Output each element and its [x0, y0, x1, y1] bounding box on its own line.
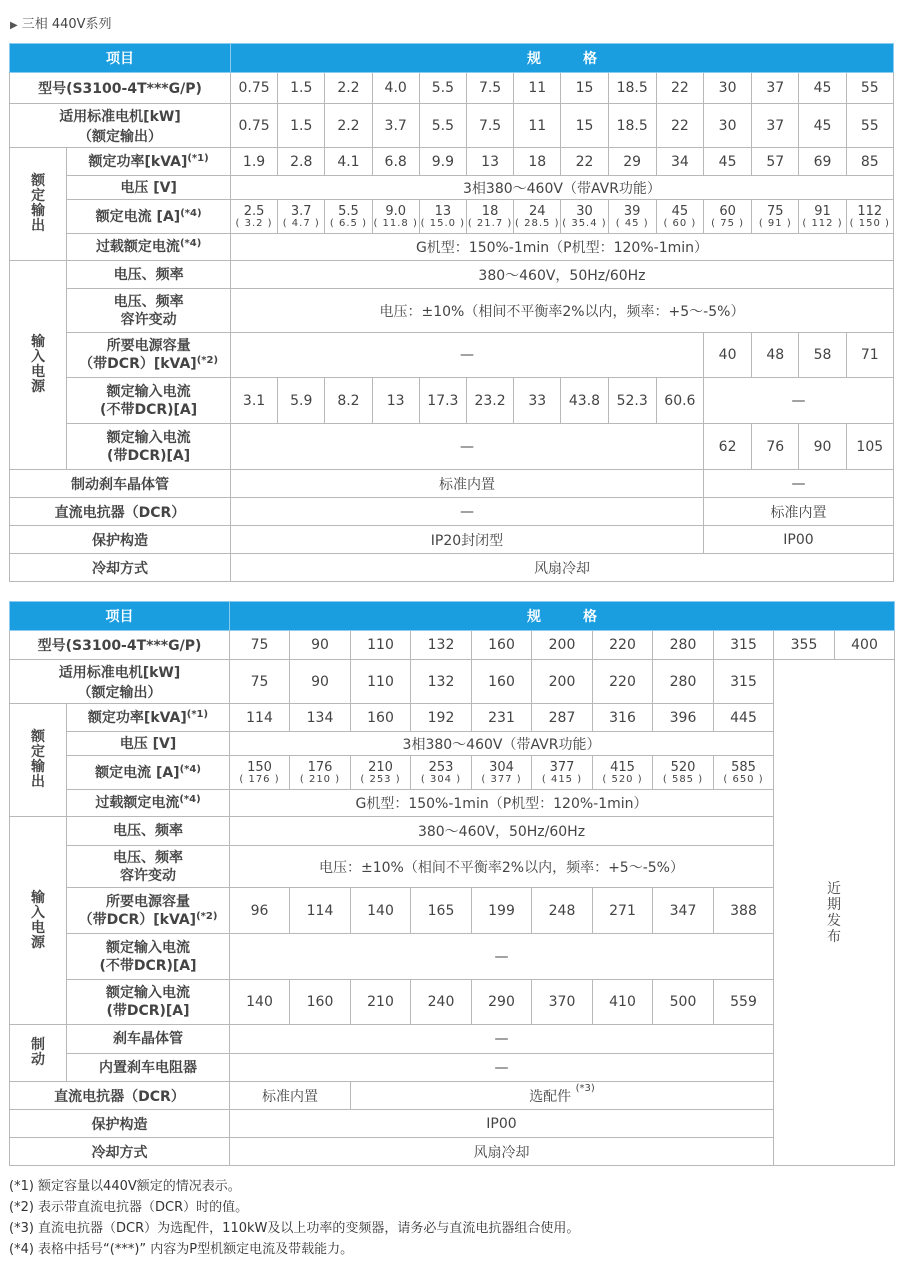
- model-row: [10, 73, 894, 104]
- dcr-cell: 290: [472, 980, 532, 1025]
- cooling-label: 冷却方式: [10, 1138, 230, 1166]
- dcr-cell: 105: [846, 424, 893, 470]
- current-cell: 150 ( 176 ): [230, 756, 290, 790]
- current-cell: 3.7 ( 4.7 ): [278, 200, 325, 234]
- spec-table-small: [9, 43, 894, 582]
- brake-res-label: 内置刹车电阻器: [67, 1054, 230, 1082]
- model-cell: 132: [411, 631, 472, 660]
- dcr-cell: 140: [230, 980, 290, 1025]
- model-label: 型号(S3100-4T***G/P): [10, 73, 231, 104]
- brake-builtin: 标准内置: [230, 470, 703, 498]
- vf-value: 380～460V，50Hz/60Hz: [230, 261, 893, 289]
- footnote: (*1) 额定容量以440V额定的情况表示。: [9, 1179, 241, 1194]
- vf-var-row: [10, 846, 895, 888]
- power-cell: 85: [846, 148, 893, 176]
- cap-cell: 114: [290, 888, 351, 934]
- motor-cell: 11: [514, 104, 561, 148]
- cap-cell: 140: [351, 888, 411, 934]
- vf-var-value: 电压：±10%（相间不平衡率2%以内，频率：+5～-5%）: [230, 289, 893, 333]
- model-cell: 11: [514, 73, 561, 104]
- power-cell: 4.1: [325, 148, 372, 176]
- motor-cell: 3.7: [372, 104, 419, 148]
- rated-power-row: [10, 704, 895, 732]
- rated-current-label: 额定电流 $[A]^{(*4)}$: [67, 756, 230, 790]
- motor-cell: 7.5: [466, 104, 513, 148]
- brake-res-row: [10, 1054, 895, 1082]
- rated-current-row: [10, 756, 895, 790]
- nodcr-dash: —: [703, 378, 893, 424]
- dcr-builtin: 标准内置: [230, 1082, 351, 1110]
- current-cell: 415 ( 520 ): [593, 756, 653, 790]
- cooling-value: 风扇冷却: [230, 554, 893, 582]
- model-cell: 5.5: [419, 73, 466, 104]
- model-cell: 0.75: [230, 73, 277, 104]
- brake-tr-dash: —: [230, 1025, 774, 1054]
- overload-row: [10, 790, 895, 817]
- vf-var-row: [10, 289, 894, 333]
- dcr-label: 直流电抗器（DCR）: [10, 1082, 230, 1110]
- nodcr-dash: —: [230, 934, 774, 980]
- current-cell: 9.0 ( 11.8 ): [372, 200, 419, 234]
- motor-cell: 220: [593, 660, 653, 704]
- brake-tr-row: [10, 1025, 895, 1054]
- model-label: 型号(S3100-4T***G/P): [10, 631, 230, 660]
- current-cell: 30 ( 35.4 ): [561, 200, 608, 234]
- model-cell: 18.5: [608, 73, 656, 104]
- footnote: (*4) 表格中括号“(***)” 内容为P型机额定电流及带载能力。: [9, 1242, 354, 1257]
- power-cell: 57: [752, 148, 799, 176]
- power-cell: 192: [411, 704, 472, 732]
- dcr-cell: 62: [703, 424, 751, 470]
- motor-cell: 280: [653, 660, 714, 704]
- model-cell: 160: [472, 631, 532, 660]
- model-cell: 1.5: [278, 73, 325, 104]
- nodcr-cell: 17.3: [419, 378, 466, 424]
- footnote: (*3) 直流电抗器（DCR）为选配件，110kW及以上功率的变频器，请务必与直流电抗器组合使用。: [9, 1221, 580, 1236]
- motor-cell: 132: [411, 660, 472, 704]
- current-cell: 13 ( 15.0 ): [419, 200, 466, 234]
- motor-cell: 90: [290, 660, 351, 704]
- input-dcr-label: 额定输入电流 (带DCR)[A]: [67, 424, 231, 470]
- voltage-value: 3相380～460V（带AVR功能）: [230, 732, 774, 756]
- dcr-dash: —: [230, 424, 703, 470]
- motor-cell: 2.2: [325, 104, 372, 148]
- capacity-dash: —: [230, 333, 703, 378]
- current-cell: 304 ( 377 ): [472, 756, 532, 790]
- rated-output-group: 额 定 输 出: [10, 148, 67, 261]
- header-spec: 规 格: [230, 44, 893, 73]
- overload-value: G机型：150%-1min（P机型：120%-1min）: [230, 234, 893, 261]
- motor-cell: 160: [472, 660, 532, 704]
- dcr-cell: 410: [593, 980, 653, 1025]
- vf-var-value: 电压：±10%（相间不平衡率2%以内，频率：+5～-5%）: [230, 846, 774, 888]
- dcr-label: 直流电抗器（DCR）: [10, 498, 231, 526]
- dcr-builtin: 标准内置: [703, 498, 893, 526]
- motor-row: [10, 660, 895, 704]
- protect-b: IP00: [703, 526, 893, 554]
- motor-row: [10, 104, 894, 148]
- brake-dash: —: [703, 470, 893, 498]
- nodcr-cell: 23.2: [466, 378, 513, 424]
- cap-cell: 71: [846, 333, 893, 378]
- power-cell: 13: [466, 148, 513, 176]
- capacity-row: [10, 888, 895, 934]
- capacity-label: 所要电源容量 （带DCR）[kVA]$^{(*2)}$: [67, 333, 231, 378]
- rated-power-row: [10, 148, 894, 176]
- input-nodcr-row: [10, 378, 894, 424]
- header-spec: 规 格: [230, 602, 895, 631]
- power-cell: 29: [608, 148, 656, 176]
- current-cell: 377 ( 415 ): [532, 756, 593, 790]
- power-cell: 396: [653, 704, 714, 732]
- cap-cell: 271: [593, 888, 653, 934]
- model-cell: 315: [714, 631, 774, 660]
- nodcr-cell: 33: [514, 378, 561, 424]
- model-cell: 22: [656, 73, 703, 104]
- power-cell: 231: [472, 704, 532, 732]
- current-cell: 253 ( 304 ): [411, 756, 472, 790]
- vf-label: 电压、频率: [67, 261, 231, 289]
- voltage-row: [10, 732, 895, 756]
- overload-label: 过载额定电流$^{(*4)}$: [67, 234, 231, 261]
- cap-cell: 40: [703, 333, 751, 378]
- brake-res-dash: —: [230, 1054, 774, 1082]
- cap-cell: 347: [653, 888, 714, 934]
- input-power-group: 输 入 电 源: [10, 817, 67, 1025]
- motor-cell: 55: [846, 104, 893, 148]
- header-row: [10, 44, 894, 73]
- cap-cell: 96: [230, 888, 290, 934]
- power-cell: 18: [514, 148, 561, 176]
- overload-value: G机型：150%-1min（P机型：120%-1min）: [230, 790, 774, 817]
- nodcr-cell: 8.2: [325, 378, 372, 424]
- rated-power-label: 额定功率[kVA]$^{(*1)}$: [67, 148, 231, 176]
- model-cell: 75: [230, 631, 290, 660]
- model-cell: 30: [703, 73, 751, 104]
- model-cell: 90: [290, 631, 351, 660]
- cap-cell: 388: [714, 888, 774, 934]
- motor-cell: 1.5: [278, 104, 325, 148]
- power-cell: 45: [703, 148, 751, 176]
- rated-output-group: 额 定 输 出: [10, 704, 67, 817]
- power-cell: 22: [561, 148, 608, 176]
- motor-cell: 22: [656, 104, 703, 148]
- motor-cell: 37: [752, 104, 799, 148]
- current-cell: 112 ( 150 ): [846, 200, 893, 234]
- coming-soon: 近 期 发 布: [774, 660, 895, 1166]
- input-dcr-label: 额定输入电流 (带DCR)[A]: [67, 980, 230, 1025]
- model-cell: 45: [799, 73, 846, 104]
- current-cell: 520 ( 585 ): [653, 756, 714, 790]
- power-cell: 9.9: [419, 148, 466, 176]
- protect-label: 保护构造: [10, 1110, 230, 1138]
- current-cell: 176 ( 210 ): [290, 756, 351, 790]
- model-cell: 110: [351, 631, 411, 660]
- dcr-optional: 选配件 $^{(*3)}$: [351, 1082, 774, 1110]
- power-cell: 114: [230, 704, 290, 732]
- vf-label: 电压、频率: [67, 817, 230, 846]
- dcr-row: [10, 1082, 895, 1110]
- model-cell: 200: [532, 631, 593, 660]
- dcr-cell: 500: [653, 980, 714, 1025]
- vf-row: [10, 261, 894, 289]
- model-cell: 4.0: [372, 73, 419, 104]
- brake-group: 制 动: [10, 1025, 67, 1082]
- model-cell: 37: [752, 73, 799, 104]
- cooling-row: [10, 554, 894, 582]
- current-cell: 39 ( 45 ): [608, 200, 656, 234]
- current-cell: 45 ( 60 ): [656, 200, 703, 234]
- input-power-group: 输 入 电 源: [10, 261, 67, 470]
- voltage-value: 3相380～460V（带AVR功能）: [230, 176, 893, 200]
- cooling-label: 冷却方式: [10, 554, 231, 582]
- motor-cell: 315: [714, 660, 774, 704]
- dcr-cell: 370: [532, 980, 593, 1025]
- dcr-cell: 559: [714, 980, 774, 1025]
- motor-cell: 75: [230, 660, 290, 704]
- model-row: [10, 631, 895, 660]
- header-row: [10, 602, 895, 631]
- spec-table-large: [9, 601, 895, 1166]
- header-item: 项目: [10, 44, 231, 73]
- rated-power-label: 额定功率[kVA]$^{(*1)}$: [67, 704, 230, 732]
- footnote: (*2) 表示带直流电抗器（DCR）时的值。: [9, 1200, 249, 1215]
- motor-label: 适用标准电机[kW] （额定输出）: [10, 660, 230, 704]
- current-cell: 5.5 ( 6.5 ): [325, 200, 372, 234]
- rated-current-label: 额定电流 $[A]^{(*4)}$: [67, 200, 231, 234]
- brake-label: 制动刹车晶体管: [10, 470, 231, 498]
- dcr-cell: 76: [752, 424, 799, 470]
- overload-row: [10, 234, 894, 261]
- nodcr-cell: 5.9: [278, 378, 325, 424]
- section-title: ▶ 三相 440V系列: [10, 17, 112, 32]
- brake-row: [10, 470, 894, 498]
- current-cell: 585 ( 650 ): [714, 756, 774, 790]
- protect-a: IP20封闭型: [230, 526, 703, 554]
- protect-value: IP00: [230, 1110, 774, 1138]
- cap-cell: 199: [472, 888, 532, 934]
- dcr-cell: 240: [411, 980, 472, 1025]
- triangle-right-icon: ▶: [10, 20, 18, 31]
- input-nodcr-label: 额定输入电流 (不带DCR)[A]: [67, 378, 231, 424]
- vf-value: 380～460V，50Hz/60Hz: [230, 817, 774, 846]
- power-cell: 1.9: [230, 148, 277, 176]
- nodcr-cell: 43.8: [561, 378, 608, 424]
- motor-cell: 30: [703, 104, 751, 148]
- protect-row: [10, 1110, 895, 1138]
- model-cell: 400: [835, 631, 895, 660]
- current-cell: 91 ( 112 ): [799, 200, 846, 234]
- motor-cell: 45: [799, 104, 846, 148]
- footnotes: [9, 1176, 579, 1260]
- motor-cell: 18.5: [608, 104, 656, 148]
- model-cell: 355: [774, 631, 835, 660]
- motor-cell: 200: [532, 660, 593, 704]
- voltage-row: [10, 176, 894, 200]
- motor-cell: 110: [351, 660, 411, 704]
- input-nodcr-row: [10, 934, 895, 980]
- power-cell: 445: [714, 704, 774, 732]
- model-cell: 280: [653, 631, 714, 660]
- motor-cell: 5.5: [419, 104, 466, 148]
- brake-tr-label: 刹车晶体管: [67, 1025, 230, 1054]
- current-cell: 18 ( 21.7 ): [466, 200, 513, 234]
- nodcr-cell: 52.3: [608, 378, 656, 424]
- power-cell: 69: [799, 148, 846, 176]
- vf-row: [10, 817, 895, 846]
- cooling-row: [10, 1138, 895, 1166]
- overload-label: 过载额定电流$^{(*4)}$: [67, 790, 230, 817]
- nodcr-cell: 60.6: [656, 378, 703, 424]
- power-cell: 34: [656, 148, 703, 176]
- vf-var-label: 电压、频率 容许变动: [67, 846, 230, 888]
- input-dcr-row: [10, 980, 895, 1025]
- voltage-label: 电压 [V]: [67, 176, 231, 200]
- current-cell: 75 ( 91 ): [752, 200, 799, 234]
- power-cell: 134: [290, 704, 351, 732]
- input-nodcr-label: 额定输入电流 (不带DCR)[A]: [67, 934, 230, 980]
- power-cell: 2.8: [278, 148, 325, 176]
- current-cell: 2.5 ( 3.2 ): [230, 200, 277, 234]
- power-cell: 316: [593, 704, 653, 732]
- dcr-row-dash: —: [230, 498, 703, 526]
- power-cell: 160: [351, 704, 411, 732]
- power-cell: 287: [532, 704, 593, 732]
- cap-cell: 248: [532, 888, 593, 934]
- current-cell: 210 ( 253 ): [351, 756, 411, 790]
- current-cell: 60 ( 75 ): [703, 200, 751, 234]
- motor-cell: 15: [561, 104, 608, 148]
- dcr-row: [10, 498, 894, 526]
- header-item: 项目: [10, 602, 230, 631]
- current-cell: 24 ( 28.5 ): [514, 200, 561, 234]
- model-cell: 220: [593, 631, 653, 660]
- dcr-cell: 90: [799, 424, 846, 470]
- motor-label: 适用标准电机[kW] （额定输出）: [10, 104, 231, 148]
- dcr-cell: 210: [351, 980, 411, 1025]
- capacity-row: [10, 333, 894, 378]
- voltage-label: 电压 [V]: [67, 732, 230, 756]
- vf-var-label: 电压、频率 容许变动: [67, 289, 231, 333]
- model-cell: 7.5: [466, 73, 513, 104]
- protect-label: 保护构造: [10, 526, 231, 554]
- model-cell: 15: [561, 73, 608, 104]
- power-cell: 6.8: [372, 148, 419, 176]
- protect-row: [10, 526, 894, 554]
- cap-cell: 48: [752, 333, 799, 378]
- input-dcr-row: [10, 424, 894, 470]
- cap-cell: 58: [799, 333, 846, 378]
- rated-current-row: [10, 200, 894, 234]
- model-cell: 55: [846, 73, 893, 104]
- nodcr-cell: 13: [372, 378, 419, 424]
- nodcr-cell: 3.1: [230, 378, 277, 424]
- cap-cell: 165: [411, 888, 472, 934]
- dcr-cell: 160: [290, 980, 351, 1025]
- model-cell: 2.2: [325, 73, 372, 104]
- motor-cell: 0.75: [230, 104, 277, 148]
- cooling-value: 风扇冷却: [230, 1138, 774, 1166]
- capacity-label: 所要电源容量 （带DCR）[kVA]$^{(*2)}$: [67, 888, 230, 934]
